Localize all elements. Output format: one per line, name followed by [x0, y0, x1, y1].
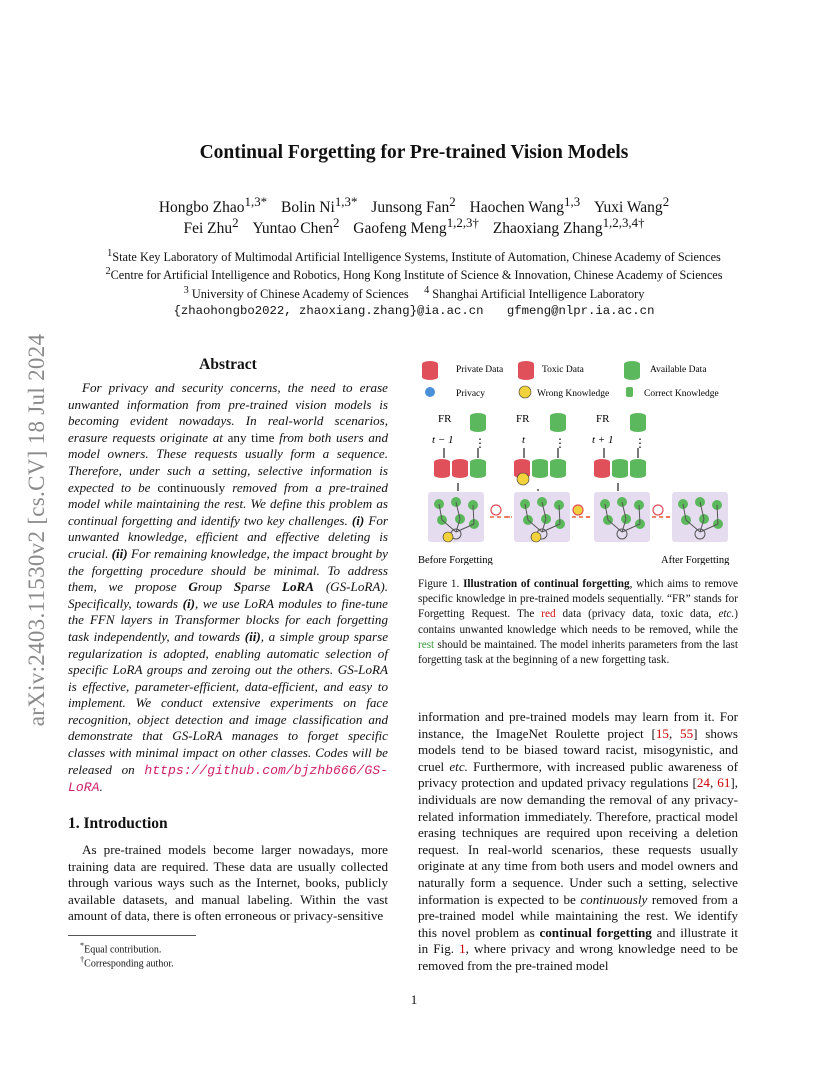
fr-label-2: FR — [516, 413, 530, 425]
footnote-2: †Corresponding author. — [80, 955, 174, 970]
author: Yuxi Wang$^2$ — [594, 194, 670, 217]
legend-toxic: Toxic Data — [542, 365, 584, 375]
legend-available: Available Data — [650, 365, 707, 375]
affiliation-3-4: $^3$ University of Chinese Academy of Sciences $^4$ Shanghai Artificial Intelligence Laboratory — [183, 285, 645, 302]
intro-body: As pre-trained models become larger nowadays, more training data are required. These data are usually collected through various ways such as the Internet, books, publicly available datasets, and manual labeling. Within the vast amount of data, there is often erroneous or privacy-sensitive — [68, 842, 388, 924]
legend-correct-icon — [626, 387, 633, 397]
time-label-3: t + 1 — [592, 434, 614, 446]
legend-privacy: Privacy — [456, 389, 486, 399]
abstract-body: For privacy and security concerns, the need to erase unwanted information from pre-trained vision models is becoming evident nowadays. In real-world scenarios, erasure requests originate at any time from both users and model owners. These requests usually form a sequence. Therefore, under such a setting, selective information is expected to be continuously removed from a pre-trained model while maintaining the rest. We define this problem as continual forgetting and identify two key challenges. (i) For unwanted knowledge, efficient and effective deleting is crucial. (ii) For remaining knowledge, the impact brought by the forgetting procedure should be minimal. To address them, we propose Group Sparse LoRA (GS-LoRA). Specifically, towards (i), we use LoRA modules to fine-tune the FFN layers in Transformer blocks for each forgetting task independently, and towards (ii), a simple group sparse regularization is adopted, enabling automatic selection of specific LoRA groups and zeroing out the others. GS-LoRA is effective, parameter-efficient, data-efficient, and easy to implement. We conduct extensive experiments on face recognition, object detection and image classification and demonstrate that GS-LoRA manages to forget specific classes with minimal impact on other classes. Codes will be released on https://github.com/bjzhb666/GS-LoRA. — [68, 380, 389, 796]
fr-label-1: FR — [438, 413, 452, 425]
legend-correct: Correct Knowledge — [644, 389, 719, 399]
arxiv-sidebar — [12, 300, 62, 760]
author-emails — [0, 304, 828, 318]
author: Zhaoxiang Zhang$^{1,2,3,4\dagger}$ — [492, 215, 645, 238]
svg-text:⋮: ⋮ — [634, 436, 646, 450]
email-group[interactable]: {zhaohongbo2022, zhaoxiang.zhang}@ia.ac.cn — [173, 304, 484, 318]
legend-privacy-icon — [425, 387, 435, 397]
time-label-1: t − 1 — [432, 434, 454, 446]
paper-title: Continual Forgetting for Pre-trained Vision Models — [199, 142, 629, 163]
footnote-1: *Equal contribution. — [80, 941, 162, 956]
before-forgetting-label: Before Forgetting — [418, 555, 493, 565]
abstract-heading: Abstract — [199, 356, 257, 373]
network-stage-1 — [428, 492, 484, 542]
fr-label-3: FR — [596, 413, 610, 425]
after-forgetting-label: After Forgetting — [661, 555, 730, 565]
author: Fei Zhu$^2$ — [183, 215, 239, 238]
legend-toxic-icon — [518, 361, 534, 380]
legend-available-icon — [624, 361, 640, 380]
svg-text:⋮: ⋮ — [474, 436, 486, 450]
legend-wrong-icon — [519, 386, 531, 398]
arxiv-id: arXiv:2403.11530v2 [cs.CV] 18 Jul 2024 — [24, 333, 49, 727]
author: Haochen Wang$^{1,3}$ — [469, 194, 581, 217]
figure-1 — [418, 355, 738, 565]
author-line-2 — [0, 215, 828, 238]
network-stage-3 — [594, 492, 650, 542]
figure-1-diagram — [418, 355, 738, 565]
network-stage-2 — [514, 492, 570, 542]
author: Bolin $Ni^{1,3*}$ — [280, 194, 358, 217]
author: Hongbo Zhao$^{1,3*}$ — [158, 194, 268, 217]
footnote-rule — [68, 935, 196, 936]
code-link[interactable]: https://github.com/bjzhb666/GS-LoRA — [68, 762, 388, 796]
email-single[interactable]: gfmeng@nlpr.ia.ac.cn — [506, 304, 655, 318]
svg-text:⋮: ⋮ — [554, 436, 566, 450]
author-line-1 — [0, 194, 828, 217]
affiliation-2: $^2$Centre for Artificial Intelligence and Robotics, Hong Kong Institute of Science & Innovation, Chinese Academy of Sciences — [105, 266, 723, 283]
figure-1-caption: Figure 1. Illustration of continual forgetting, which aims to remove specific knowledge in pre-trained models sequentially. “FR” stands for Forgetting Request. The red data (privacy data, toxic data, etc.) contains unwanted knowledge which needs to be removed, while the rest should be maintained. The model inherits parameters from the last forgetting task at the beginning of a new forgetting task. — [418, 578, 739, 667]
right-column-body: information and pre-trained models may learn from it. For instance, the ImageNet Roulette project [15, 55] shows models tend to be biased toward racist, misogynistic, and cruel etc. Furthermore, with increased public awareness of privacy protection and updated privacy regulations [24, 61], individuals are now demanding the removal of any privacy-related information immediately. Therefore, practical model erasing techniques are required upon receiving a deletion request. In real-world scenarios, these requests usually originate at any time from both users and model owners and naturally form a sequence. Under such a setting, selective information is expected to be continuously removed from a pre-trained model while maintaining the rest. We identify this novel problem as continual forgetting and illustrate it in Fig. 1, where privacy and wrong knowledge need to be removed from the pre-trained model — [418, 709, 739, 973]
author: Gaofeng Meng$^{1,2,3\dagger}$ — [353, 215, 479, 238]
legend-private-icon — [422, 361, 438, 380]
author: Yuntao Chen$^2$ — [252, 215, 340, 238]
page-number: 1 — [410, 992, 418, 1007]
time-label-2: t — [522, 434, 526, 446]
author: Junsong Fan$^2$ — [371, 194, 456, 217]
legend-wrong: Wrong Knowledge — [537, 389, 610, 399]
network-stage-4 — [672, 492, 728, 542]
legend-private: Private Data — [456, 365, 504, 375]
affiliation-1: $^1$State Key Laboratory of Multimodal Artificial Intelligence Systems, Institute of Automation, Chinese Academy of Sciences — [107, 248, 721, 265]
intro-heading: 1. Introduction — [68, 815, 168, 832]
